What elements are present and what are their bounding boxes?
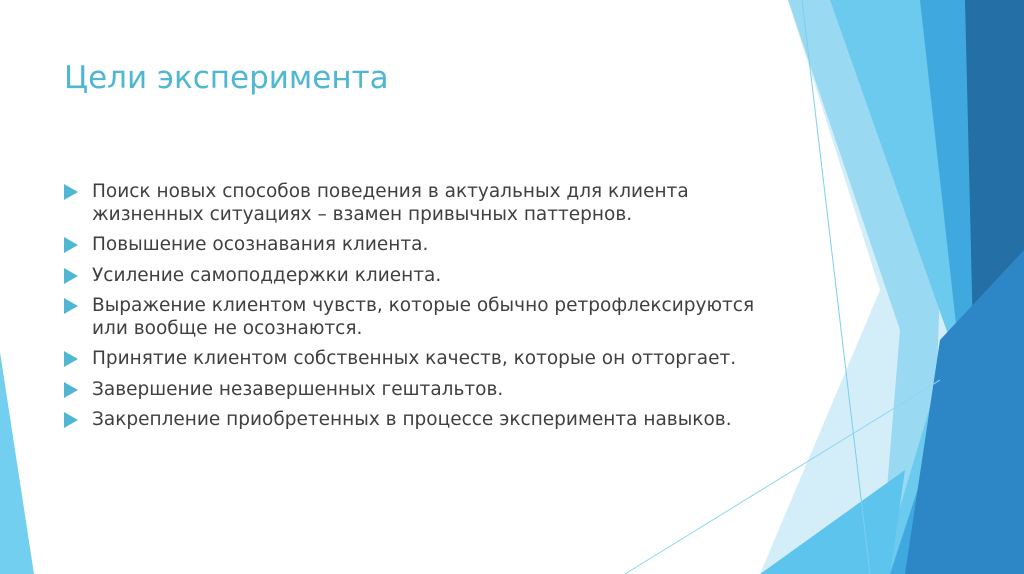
- triangle-bullet-icon: [64, 237, 78, 253]
- triangle-bullet-icon: [64, 268, 78, 284]
- list-item: [64, 379, 764, 402]
- triangle-bullet-icon: [64, 184, 78, 200]
- bullet-text: Закрепление приобретенных в процессе эксперимента навыков.: [92, 409, 732, 430]
- triangle-bullet-icon: [64, 382, 78, 398]
- list-item: [64, 234, 764, 257]
- bullet-text: Поиск новых способов поведения в актуальных для клиента жизненных ситуациях – взамен привычных паттернов.: [92, 181, 689, 225]
- bullet-text: Принятие клиентом собственных качеств, которые он отторгает.: [92, 348, 737, 369]
- bullet-text: Повышение осознавания клиента.: [92, 234, 429, 255]
- slide-title: Цели эксперимента: [64, 60, 389, 96]
- list-item: [64, 295, 764, 340]
- triangle-bullet-icon: [64, 351, 78, 367]
- bullet-list: [64, 181, 764, 440]
- bullet-text: Выражение клиентом чувств, которые обычно ретрофлексируются или вообще не осознаются.: [92, 295, 755, 339]
- list-item: [64, 181, 764, 226]
- list-item: [64, 265, 764, 288]
- bullet-text: Завершение незавершенных гештальтов.: [92, 378, 504, 400]
- list-item: [64, 409, 764, 432]
- left-edge-shape: [0, 352, 34, 574]
- triangle-bullet-icon: [64, 412, 78, 428]
- bullet-text: Усиление самоподдержки клиента.: [92, 264, 442, 286]
- triangle-bullet-icon: [64, 298, 78, 314]
- list-item: [64, 348, 764, 371]
